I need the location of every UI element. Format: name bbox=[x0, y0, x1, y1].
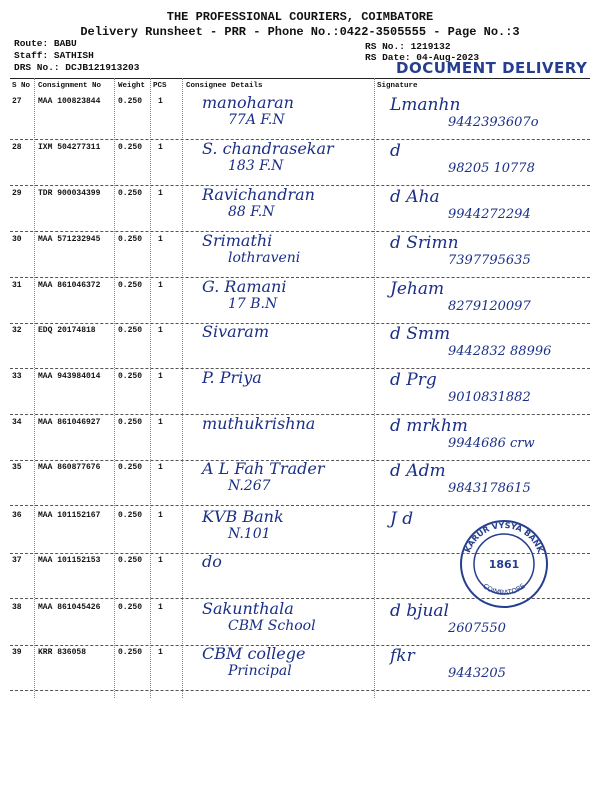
row-separator bbox=[10, 323, 590, 324]
svg-text:COIMBATORE bbox=[481, 582, 527, 597]
signature-phone: 8279120097 bbox=[448, 299, 531, 314]
signature-phone: 98205 10778 bbox=[448, 161, 535, 176]
signature-mark: Jeham bbox=[390, 279, 445, 299]
row-sno: 38 bbox=[12, 603, 22, 612]
row-pcs: 1 bbox=[158, 603, 163, 612]
consignee-name: do bbox=[202, 552, 222, 571]
drs-number: DRS No.: DCJB121913203 bbox=[14, 62, 140, 73]
col-consignment: Consignment No bbox=[38, 82, 102, 90]
row-weight: 0.250 bbox=[118, 603, 143, 612]
row-separator bbox=[10, 690, 590, 691]
row-pcs: 1 bbox=[158, 143, 163, 152]
row-pcs: 1 bbox=[158, 326, 163, 335]
consignee-name: Ravichandran bbox=[202, 185, 315, 204]
signature-mark: fkr bbox=[390, 646, 415, 666]
row-sno: 28 bbox=[12, 143, 22, 152]
row-consignment: MAA 861046927 bbox=[38, 418, 101, 427]
row-pcs: 1 bbox=[158, 648, 163, 657]
signature-mark: d Adm bbox=[390, 461, 446, 481]
signature-phone: 9443205 bbox=[448, 666, 506, 681]
signature-mark: d Aha bbox=[390, 187, 440, 207]
consignee-address: 77A F.N bbox=[228, 112, 285, 128]
table-row bbox=[0, 322, 600, 372]
consignee-address: 17 B.N bbox=[228, 296, 278, 312]
col-sno: S No bbox=[12, 82, 31, 90]
row-weight: 0.250 bbox=[118, 143, 143, 152]
staff-label: Staff: SATHISH bbox=[14, 50, 94, 61]
row-sno: 37 bbox=[12, 556, 22, 565]
consignee-address: CBM School bbox=[228, 618, 316, 634]
consignee-address: lothraveni bbox=[228, 250, 301, 266]
row-sno: 30 bbox=[12, 235, 22, 244]
row-pcs: 1 bbox=[158, 97, 163, 106]
consignee-name: S. chandrasekar bbox=[202, 139, 334, 158]
col-signature: Signature bbox=[377, 82, 418, 90]
signature-mark: J d bbox=[390, 509, 414, 529]
consignee-name: Sivaram bbox=[202, 322, 270, 341]
row-sno: 27 bbox=[12, 97, 22, 106]
seal-ring-top: KARUR VYSYA BANK bbox=[463, 520, 545, 554]
row-consignment: MAA 101152167 bbox=[38, 511, 101, 520]
row-weight: 0.250 bbox=[118, 372, 143, 381]
row-pcs: 1 bbox=[158, 463, 163, 472]
row-pcs: 1 bbox=[158, 372, 163, 381]
signature-mark: d Srimn bbox=[390, 233, 459, 253]
signature-mark: d bjual bbox=[390, 601, 449, 621]
consignee-name: muthukrishna bbox=[202, 414, 316, 433]
row-consignment: MAA 943984014 bbox=[38, 372, 101, 381]
signature-mark: d bbox=[390, 141, 401, 161]
signature-phone: 9010831882 bbox=[448, 390, 531, 405]
row-separator bbox=[10, 231, 590, 232]
col-consignee: Consignee Details bbox=[186, 82, 263, 90]
signature-phone: 9944272294 bbox=[448, 207, 531, 222]
table-row bbox=[0, 93, 600, 143]
signature-mark: d Smm bbox=[390, 324, 451, 344]
row-sno: 34 bbox=[12, 418, 22, 427]
consignee-name: P. Priya bbox=[202, 368, 262, 387]
table-row bbox=[0, 459, 600, 509]
row-sno: 33 bbox=[12, 372, 22, 381]
row-weight: 0.250 bbox=[118, 281, 143, 290]
header-rule bbox=[10, 78, 590, 79]
row-sno: 29 bbox=[12, 189, 22, 198]
row-separator bbox=[10, 277, 590, 278]
table-row bbox=[0, 414, 600, 464]
col-pcs: PCS bbox=[153, 82, 167, 90]
table-row bbox=[0, 139, 600, 189]
consignee-name: G. Ramani bbox=[202, 277, 287, 296]
seal-ring-bottom: COIMBATORE bbox=[481, 582, 527, 598]
row-sno: 35 bbox=[12, 463, 22, 472]
row-consignment: TDR 900034399 bbox=[38, 189, 101, 198]
table-row bbox=[0, 277, 600, 327]
row-pcs: 1 bbox=[158, 281, 163, 290]
table-row bbox=[0, 185, 600, 235]
consignee-name: Sakunthala bbox=[202, 599, 294, 618]
row-separator bbox=[10, 505, 590, 506]
row-weight: 0.250 bbox=[118, 463, 143, 472]
table-row bbox=[0, 644, 600, 694]
company-name: THE PROFESSIONAL COURIERS, COIMBATORE bbox=[166, 10, 434, 24]
row-pcs: 1 bbox=[158, 189, 163, 198]
row-consignment: MAA 571232945 bbox=[38, 235, 101, 244]
signature-mark: d Prg bbox=[390, 370, 437, 390]
consignee-address: 88 F.N bbox=[228, 204, 275, 220]
signature-phone: 9944686 crw bbox=[448, 436, 535, 451]
row-pcs: 1 bbox=[158, 556, 163, 565]
row-consignment: MAA 861045426 bbox=[38, 603, 101, 612]
consignee-address: N.101 bbox=[228, 526, 271, 542]
row-consignment: KRR 836058 bbox=[38, 648, 87, 657]
runsheet-subtitle: Delivery Runsheet - PRR - Phone No.:0422-3505555 - Page No.:3 bbox=[80, 25, 520, 39]
route-label: Route: BABU bbox=[14, 38, 77, 49]
row-weight: 0.250 bbox=[118, 326, 143, 335]
row-consignment: IXM 504277311 bbox=[38, 143, 101, 152]
row-weight: 0.250 bbox=[118, 235, 143, 244]
signature-phone: 9442832 88996 bbox=[448, 344, 552, 359]
row-weight: 0.250 bbox=[118, 511, 143, 520]
row-weight: 0.250 bbox=[118, 97, 143, 106]
consignee-name: manoharan bbox=[202, 93, 294, 112]
consignee-address: Principal bbox=[228, 663, 292, 679]
row-consignment: MAA 860877676 bbox=[38, 463, 101, 472]
consignee-name: A L Fah Trader bbox=[202, 459, 325, 478]
row-sno: 39 bbox=[12, 648, 22, 657]
consignee-address: 183 F.N bbox=[228, 158, 284, 174]
table-row bbox=[0, 368, 600, 418]
rs-date: RS Date: 04-Aug-2023 bbox=[365, 52, 480, 63]
row-sno: 36 bbox=[12, 511, 22, 520]
row-pcs: 1 bbox=[158, 511, 163, 520]
row-separator bbox=[10, 368, 590, 369]
consignee-address: N.267 bbox=[228, 478, 271, 494]
bank-seal bbox=[458, 518, 550, 610]
row-pcs: 1 bbox=[158, 418, 163, 427]
row-sno: 32 bbox=[12, 326, 22, 335]
document-delivery-stamp: DOCUMENT DELIVERY bbox=[396, 59, 588, 77]
table-row bbox=[0, 231, 600, 281]
row-pcs: 1 bbox=[158, 235, 163, 244]
signature-phone: 7397795635 bbox=[448, 253, 531, 268]
signature-mark: d mrkhm bbox=[390, 416, 468, 436]
row-weight: 0.250 bbox=[118, 418, 143, 427]
row-consignment: MAA 861046372 bbox=[38, 281, 101, 290]
rs-number: RS No.: 1219132 bbox=[365, 41, 451, 52]
row-consignment: EDQ 20174818 bbox=[38, 326, 96, 335]
consignee-name: KVB Bank bbox=[202, 507, 284, 526]
consignee-name: Srimathi bbox=[202, 231, 273, 250]
signature-phone: 2607550 bbox=[448, 621, 506, 636]
signature-phone: 9843178615 bbox=[448, 481, 531, 496]
row-weight: 0.250 bbox=[118, 648, 143, 657]
svg-text:KARUR VYSYA BANK bbox=[463, 521, 545, 555]
row-weight: 0.250 bbox=[118, 189, 143, 198]
row-weight: 0.250 bbox=[118, 556, 143, 565]
row-consignment: MAA 100823844 bbox=[38, 97, 101, 106]
signature-mark: Lmanhn bbox=[390, 95, 461, 115]
signature-phone: 9442393607o bbox=[448, 115, 539, 130]
row-sno: 31 bbox=[12, 281, 22, 290]
row-consignment: MAA 101152153 bbox=[38, 556, 101, 565]
seal-code: 1861 bbox=[488, 558, 520, 571]
col-weight: Weight bbox=[118, 82, 146, 90]
consignee-name: CBM college bbox=[202, 644, 306, 663]
